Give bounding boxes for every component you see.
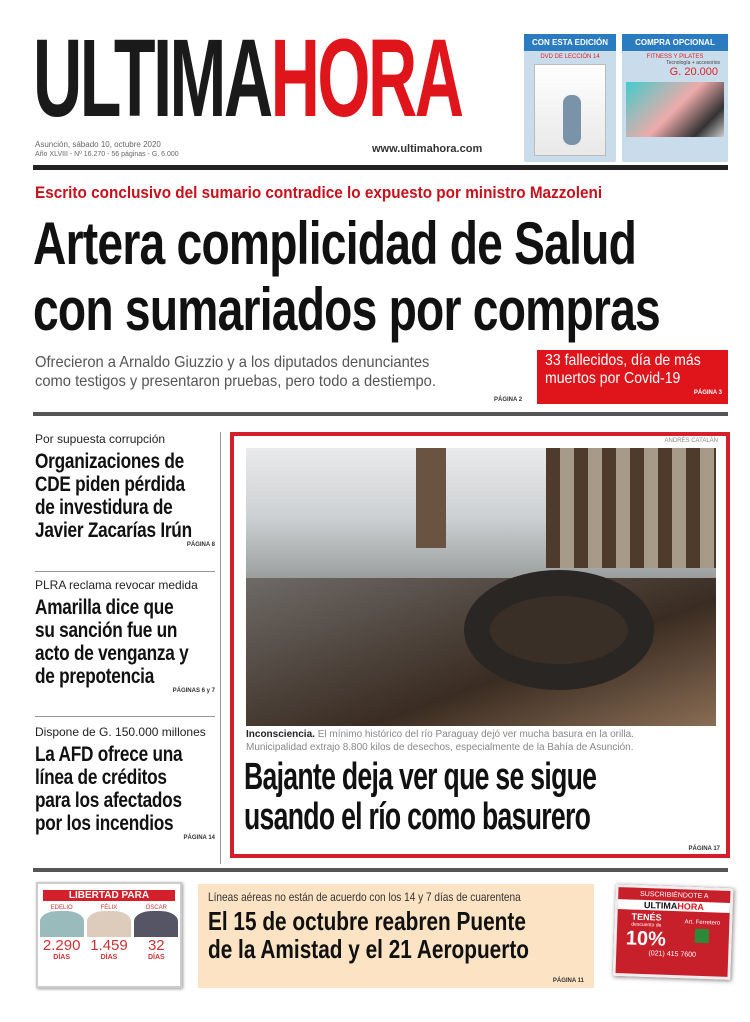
divider: [33, 412, 728, 416]
photo-caption: Inconsciencia. El mínimo histórico del río Paraguay dejó ver mucha basura en la orilla. Municipalidad extrajo 8.800 kilos de desechos, especialmente de la Bahía de Asunción.: [246, 729, 634, 753]
divider: [33, 165, 728, 170]
liberty-person: FÉLIX 1.459 DÍAS: [87, 905, 131, 961]
covid-box[interactable]: 33 fallecidos, día de más muertos por Covid-19 PÁGINA 3: [537, 350, 728, 404]
website-link[interactable]: www.ultimahora.com: [372, 143, 483, 155]
story-headline: La AFD ofrece una línea de créditos para los afectados por los incendios: [35, 743, 183, 835]
story-headline: El 15 de octubre reabren Puente de la Amistad y el 21 Aeropuerto: [208, 906, 529, 964]
subscribe-phone: (021) 415 7600: [648, 950, 697, 959]
story-kicker: Líneas aéreas no están de acuerdo con los 14 y 7 días de cuarentena: [208, 890, 521, 904]
page-ref: PÁGINA 2: [494, 397, 523, 403]
edition-date: Asunción, sábado 10, octubre 2020: [35, 140, 161, 149]
story-cde[interactable]: [35, 432, 215, 572]
page-ref: PÁGINA 14: [183, 835, 215, 841]
masthead-logo[interactable]: ULTIMAHORA: [33, 17, 462, 140]
lead-headline[interactable]: Artera complicidad de Salud con sumariados por compras: [33, 210, 660, 343]
bottom-story[interactable]: [198, 884, 594, 988]
store-logo-icon: [695, 929, 709, 943]
story-headline: Amarilla dice que su sanción fue un acto de venganza y de prepotencia: [35, 596, 189, 688]
discount-percent: 10%: [625, 927, 667, 951]
photo-credit: ANDRÉS CATALÁN: [664, 438, 718, 444]
subscribe-brand: ULTIMAHORA: [618, 899, 730, 913]
story-afd[interactable]: [35, 717, 215, 841]
promo-detail: DVD DE LECCIÓN 14: [540, 54, 600, 60]
promo-with-edition[interactable]: [524, 34, 616, 162]
subscribe-ad[interactable]: SUSCRIBIÉNDOTE A ULTIMAHORA TENÉS descuento de 10% Art. Ferretero (021) 415 7600: [612, 884, 733, 980]
promo-label: COMPRA OPCIONAL: [622, 34, 728, 51]
story-kicker: PLRA reclama revocar medida: [35, 578, 198, 592]
subscribe-top: SUSCRIBIÉNDOTE A: [639, 890, 709, 901]
divider: [33, 868, 728, 872]
page-ref: PÁGINA 8: [186, 542, 215, 548]
dvd-cover-image: [534, 64, 606, 156]
portrait-image: [87, 911, 131, 937]
river-garbage-photo: [246, 448, 716, 726]
story-amarilla[interactable]: [35, 572, 215, 717]
lead-subhead: Ofrecieron a Arnaldo Giuzzio y a los diputados denunciantes como testigos y presentaron pruebas, pero todo a destiempo.: [35, 354, 436, 390]
fitness-kit-image: [626, 82, 724, 137]
liberty-person: EDELIO 2.290 DÍAS: [40, 905, 84, 961]
liberty-box[interactable]: [36, 882, 182, 988]
column-divider: [220, 432, 221, 864]
photo-headline: Bajante deja ver que se sigue usando el río como basurero: [244, 756, 597, 838]
promo-detail: FITNESS Y PILATES: [646, 54, 704, 60]
promo-sub: Tecnología + accesorios: [666, 60, 720, 66]
page-ref: PÁGINAS 6 y 7: [172, 688, 215, 694]
page-ref: PÁGINA 11: [552, 978, 584, 984]
portrait-image: [134, 911, 178, 937]
liberty-title: LIBERTAD PARA: [43, 890, 175, 901]
edition-info: Año XLVIII - Nº 16.270 - 56 páginas - G. 6.000: [35, 151, 179, 158]
portrait-image: [40, 911, 84, 937]
promo-price: G. 20.000: [669, 66, 718, 78]
story-kicker: Por supuesta corrupción: [35, 432, 166, 446]
left-column: [35, 432, 215, 841]
story-kicker: Dispone de G. 150.000 millones: [35, 725, 206, 739]
liberty-person: ÓSCAR 32 DÍAS: [134, 905, 178, 961]
page-ref: PÁGINA 17: [688, 846, 720, 852]
story-headline: Organizaciones de CDE piden pérdida de investidura de Javier Zacarías Irún: [35, 450, 192, 542]
promo-optional[interactable]: [622, 34, 728, 162]
promo-label: CON ESTA EDICIÓN: [524, 34, 616, 51]
lead-kicker: Escrito conclusivo del sumario contradice lo expuesto por ministro Mazzoleni: [35, 183, 603, 202]
photo-story[interactable]: [230, 432, 730, 858]
